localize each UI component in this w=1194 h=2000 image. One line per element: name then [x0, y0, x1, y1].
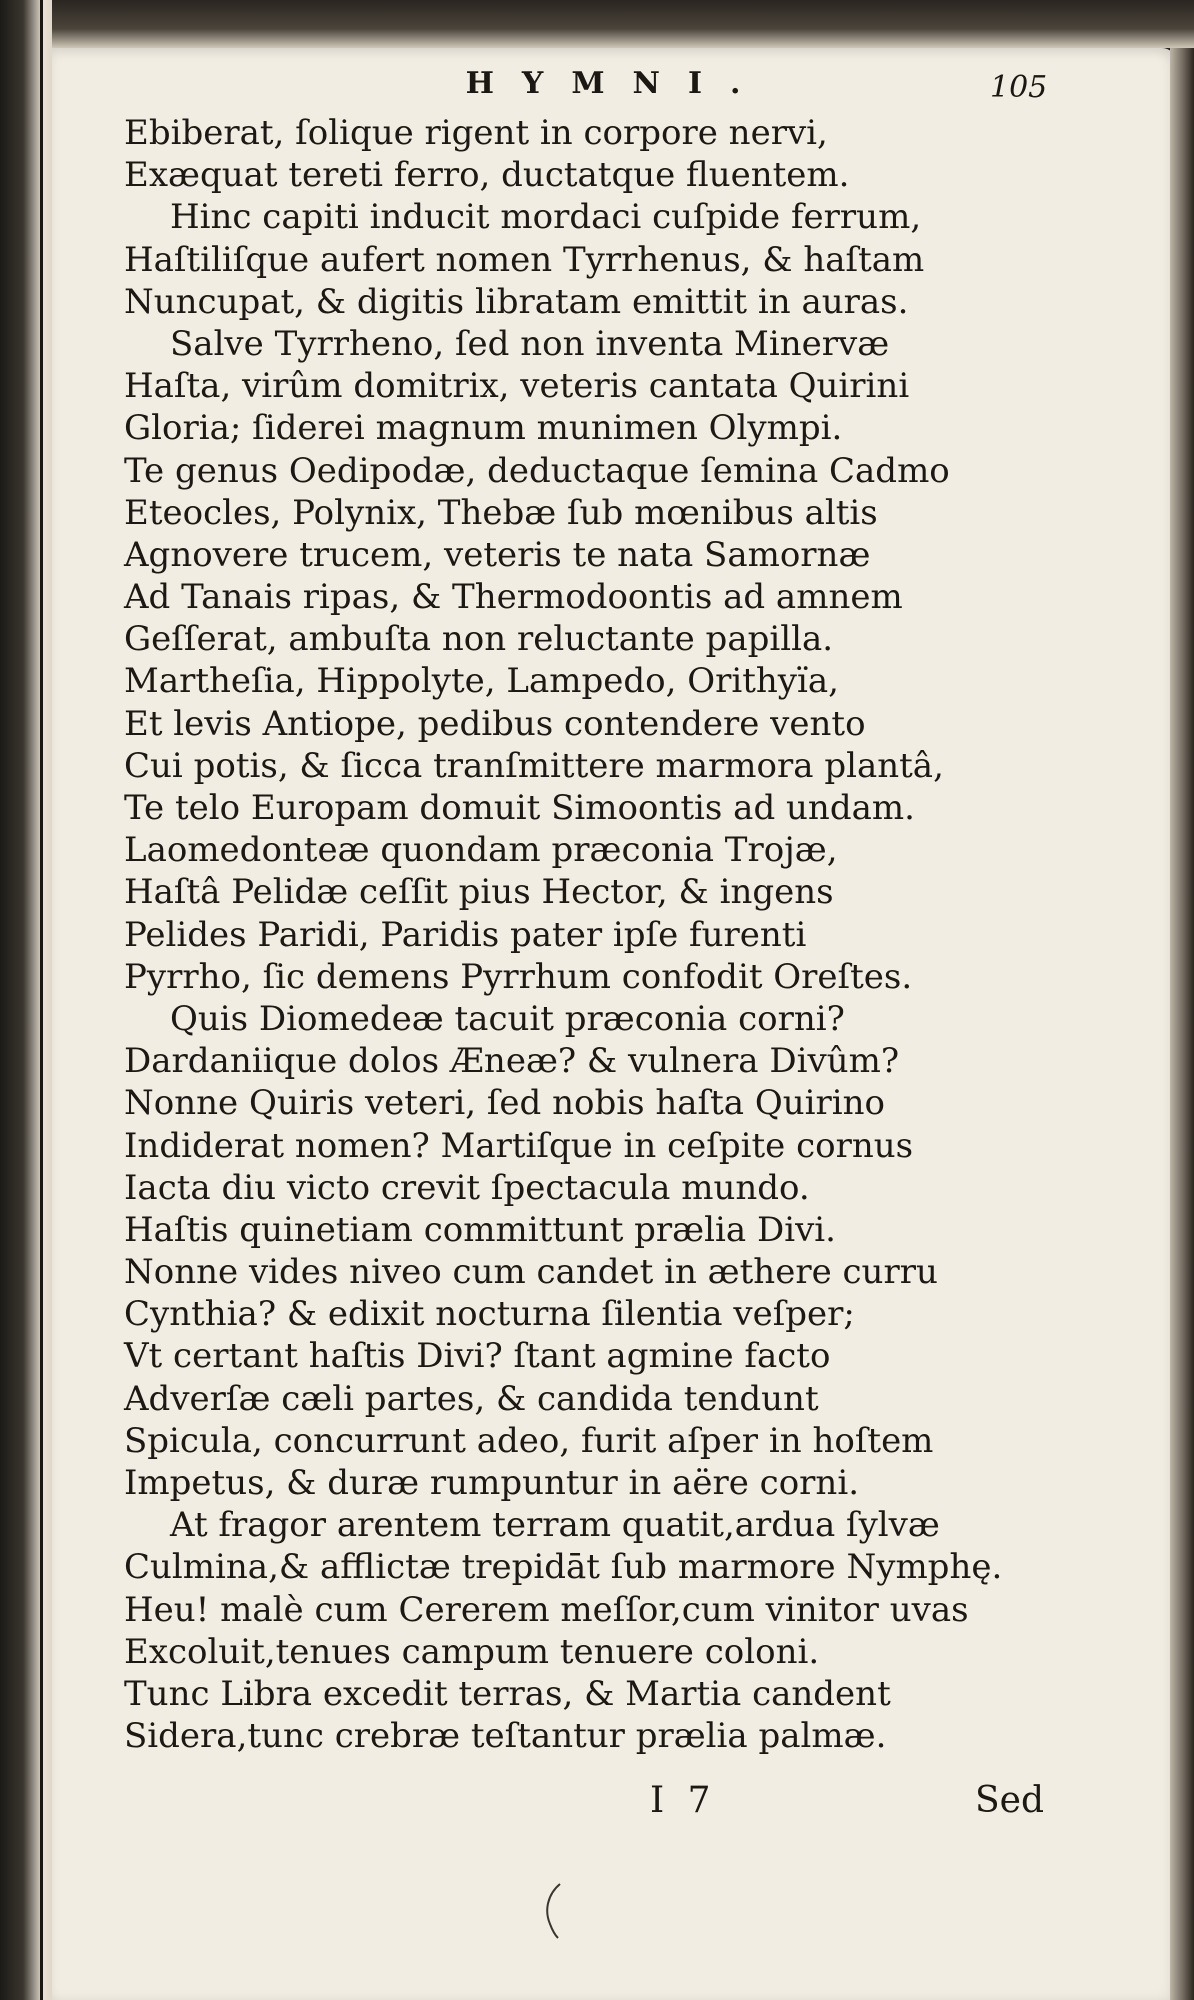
text-line: Dardaniique dolos Æneæ? & vulnera Divûm?	[124, 1041, 900, 1082]
text-line: Te genus Oedipodæ, deductaque ſemina Cadmo	[124, 450, 950, 491]
page-top-edge	[52, 0, 1194, 48]
text-line: Nuncupat, & digitis libratam emittit in auras.	[124, 281, 909, 322]
text-line: Haſta, virûm domitrix, veteris cantata Quirini	[124, 366, 910, 407]
text-line: Hinc capiti inducit mordaci cuſpide ferrum,	[170, 197, 922, 238]
book-binding	[0, 0, 58, 2000]
text-line: Culmina,& afflictæ trepidāt ſub marmore Nymphę.	[124, 1547, 1003, 1588]
running-head: HYMNI.	[465, 66, 769, 101]
text-line: Cynthia? & edixit nocturna ſilentia veſper;	[124, 1294, 855, 1335]
gutter-shadow	[40, 0, 43, 2000]
text-line: Ad Tanais ripas, & Thermodoontis ad amnem	[124, 577, 903, 618]
text-line: Impetus, & duræ rumpuntur in aëre corni.	[124, 1463, 860, 1503]
text-line: Haſtiliſque aufert nomen Tyrrhenus, & haſtam	[124, 239, 925, 280]
text-line: Ebiberat, ſolique rigent in corpore nervi,	[124, 113, 828, 153]
text-line: At fragor arentem terram quatit,ardua ſylvæ	[170, 1505, 940, 1546]
text-line: Nonne vides niveo cum candet in æthere curru	[124, 1252, 938, 1293]
text-line: Agnovere trucem, veteris te nata Samornæ	[124, 534, 871, 575]
text-line: Adverſæ cæli partes, & candida tendunt	[124, 1378, 819, 1419]
text-line: Geſſerat, ambuſta non reluctante papilla.	[124, 619, 834, 660]
text-line: Cui potis, & ſicca tranſmittere marmora plantâ,	[124, 745, 944, 786]
text-line: Eteocles, Polynix, Thebæ ſub mœnibus altis	[124, 492, 878, 533]
text-line: Iacta diu victo crevit ſpectacula mundo.	[124, 1167, 810, 1208]
poem-text	[124, 112, 1124, 1757]
text-line: Haſtâ Pelidæ ceſſit pius Hector, & ingens	[124, 872, 834, 913]
text-line: Sidera,tunc crebræ teſtantur prælia palmæ.	[124, 1716, 887, 1757]
text-line: Gloria; ſiderei magnum munimen Olympi.	[124, 408, 843, 449]
text-line: Tunc Libra excedit terras, & Martia candent	[124, 1673, 891, 1714]
page-right-edge	[1170, 48, 1194, 2000]
text-line: Martheſia, Hippolyte, Lampedo, Orithyïa,	[124, 661, 839, 702]
text-line: Te telo Europam domuit Simoontis ad undam.	[124, 788, 915, 828]
text-line: Haſtis quinetiam committunt prælia Divi.	[124, 1209, 836, 1250]
text-line: Heu! malè cum Cererem meſſor,cum vinitor uvas	[124, 1589, 969, 1630]
text-line: Pyrrho, ſic demens Pyrrhum confodit Oreſtes.	[124, 956, 913, 997]
text-line: Et levis Antiope, pedibus contendere vento	[124, 703, 866, 744]
text-line: Laomedonteæ quondam præconia Trojæ,	[124, 830, 838, 871]
text-line: Quis Diomedeæ tacuit præconia corni?	[170, 998, 845, 1039]
text-line: Indiderat nomen? Martiſque in ceſpite cornus	[124, 1125, 914, 1166]
text-line: Nonne Quiris veteri, ſed nobis haſta Quirino	[124, 1083, 885, 1124]
text-line: Spicula, concurrunt adeo, furit aſper in hoſtem	[124, 1420, 934, 1461]
text-line: Pelides Paridi, Paridis pater ipſe furenti	[124, 914, 807, 955]
catchword: Sed	[975, 1780, 1045, 1821]
signature-mark: I 7	[650, 1780, 717, 1821]
page-number: 105	[990, 70, 1048, 105]
text-line: Excoluit,tenues campum tenuere coloni.	[124, 1631, 820, 1672]
text-line: Salve Tyrrheno, ſed non inventa Minervæ	[170, 323, 890, 364]
text-line: Exæquat tereti ferro, ductatque fluentem.	[124, 155, 850, 196]
text-line: Vt certant haſtis Divi? ſtant agmine facto	[124, 1336, 831, 1377]
pencil-mark	[540, 1880, 570, 1940]
